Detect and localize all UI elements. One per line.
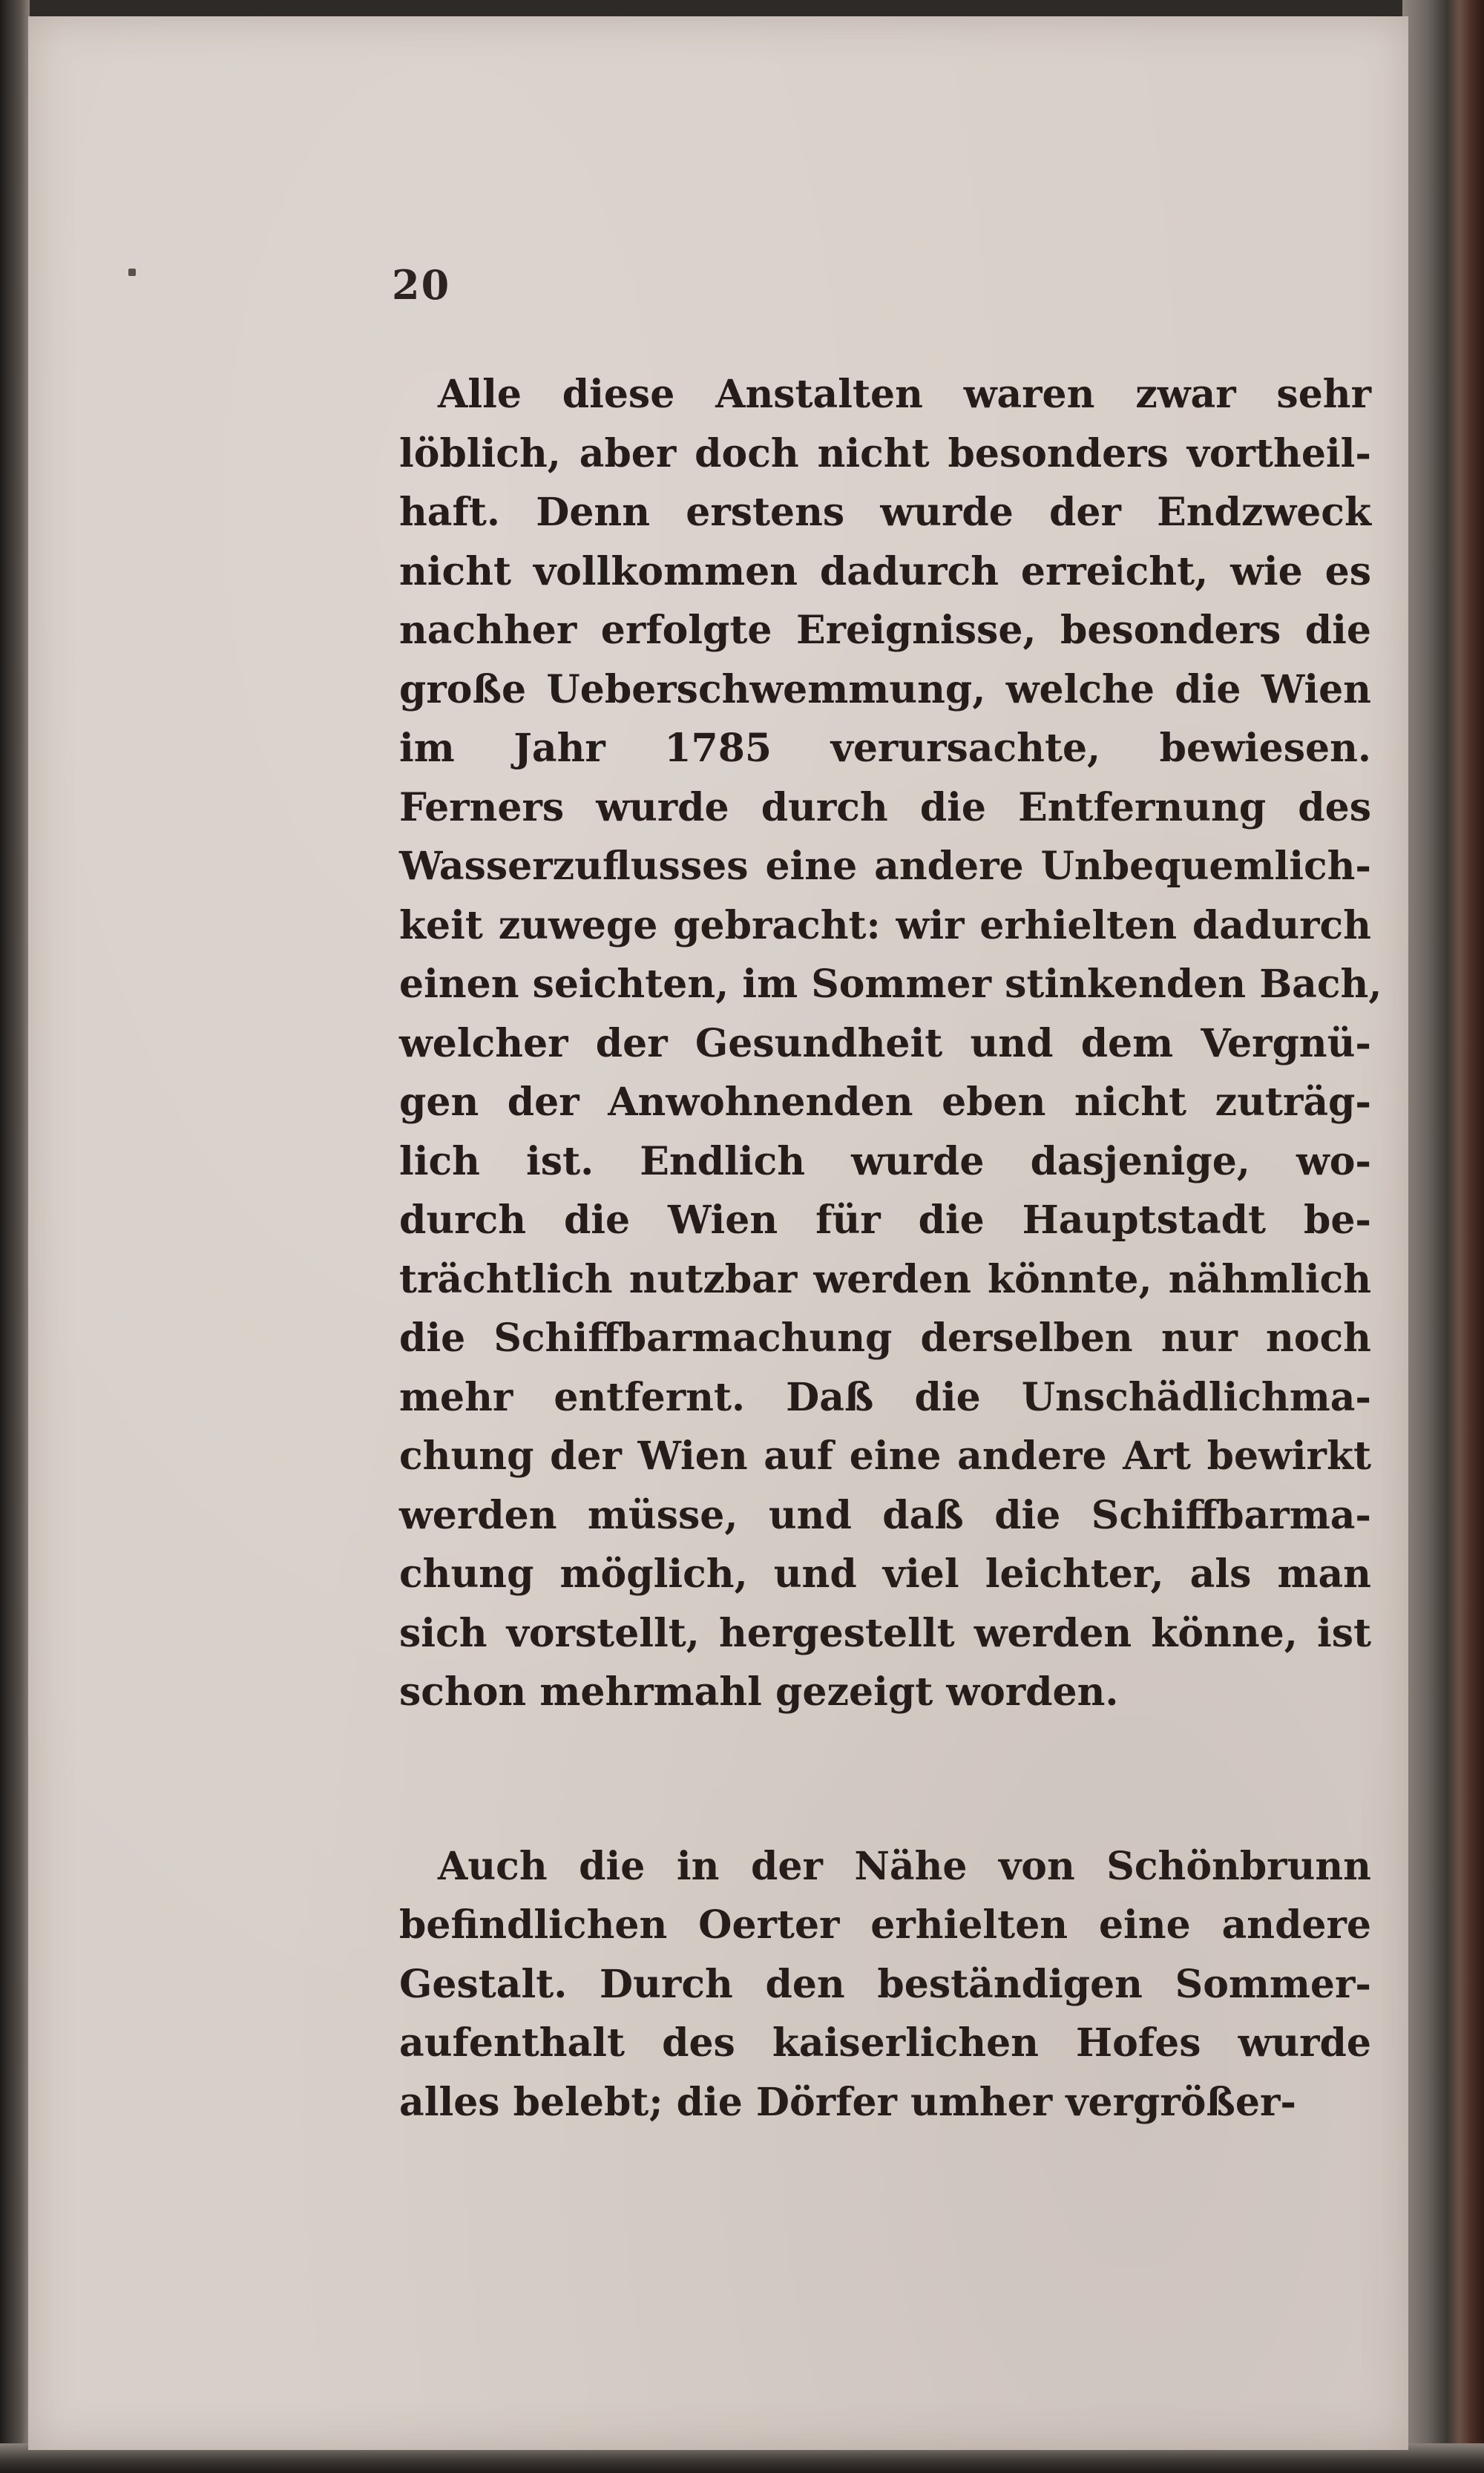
text-line: chung möglich, und viel leichter, als man <box>399 1551 1371 1597</box>
text-line: chung der Wien auf eine andere Art bewirkt <box>399 1433 1371 1479</box>
text-line: nicht vollkommen dadurch erreicht, wie es <box>399 548 1371 594</box>
text-line: die Schiffbarmachung derselben nur noch <box>399 1316 1371 1361</box>
text-line: werden müsse, und daß die Schiffbarma- <box>399 1492 1371 1538</box>
text-line: alles belebt; die Dörfer umher vergrößer- <box>399 2079 1296 2125</box>
text-line: durch die Wien für die Hauptstadt be- <box>399 1198 1371 1243</box>
page-number: 20 <box>392 261 451 309</box>
paragraph-2 <box>399 1837 1371 2132</box>
text-line: schon mehrmahl gezeigt worden. <box>399 1669 1119 1715</box>
text-line: im Jahr 1785 verursachte, bewiesen. <box>399 726 1371 771</box>
text-line: mehr entfernt. Daß die Unschädlichma- <box>399 1374 1371 1420</box>
text-line: befindlichen Oerter erhielten eine andere <box>399 1902 1371 1948</box>
text-line: haft. Denn erstens wurde der Endzweck <box>399 490 1371 535</box>
book-page <box>28 16 1408 2450</box>
text-line: Gestalt. Durch den beständigen Sommer- <box>399 1961 1371 2007</box>
text-line: sich vorstellt, hergestellt werden könne, ist <box>399 1610 1371 1656</box>
text-line: aufenthalt des kaiserlichen Hofes wurde <box>399 2020 1371 2066</box>
margin-mark <box>128 269 136 276</box>
text-line: lich ist. Endlich wurde dasjenige, wo- <box>399 1138 1371 1184</box>
text-line: trächtlich nutzbar werden könnte, nähmlich <box>399 1256 1371 1302</box>
paragraph-1 <box>399 365 1382 1722</box>
text-line: Ferners wurde durch die Entfernung des <box>399 784 1371 830</box>
text-line: löblich, aber doch nicht besonders vortheil- <box>399 430 1371 476</box>
text-line: gen der Anwohnenden eben nicht zuträg- <box>399 1080 1371 1125</box>
text-line: Alle diese Anstalten waren zwar sehr <box>438 372 1371 417</box>
book-page-edge <box>1402 0 1484 2473</box>
paragraph-spacer <box>399 1722 1371 1837</box>
text-line: einen seichten, im Sommer stinkenden Bach, <box>399 962 1382 1007</box>
text-line: keit zuwege gebracht: wir erhielten dadurch <box>399 902 1371 948</box>
text-line: nachher erfolgte Ereignisse, besonders die <box>399 608 1371 653</box>
text-line: große Ueberschwemmung, welche die Wien <box>399 666 1371 712</box>
text-line: Auch die in der Nähe von Schönbrunn <box>438 1843 1371 1889</box>
body-text <box>399 365 1382 2132</box>
text-line: Wasserzuflusses eine andere Unbequemlich- <box>399 844 1371 889</box>
book-binding-shadow <box>0 0 30 2473</box>
text-line: welcher der Gesundheit und dem Vergnü- <box>399 1020 1371 1066</box>
